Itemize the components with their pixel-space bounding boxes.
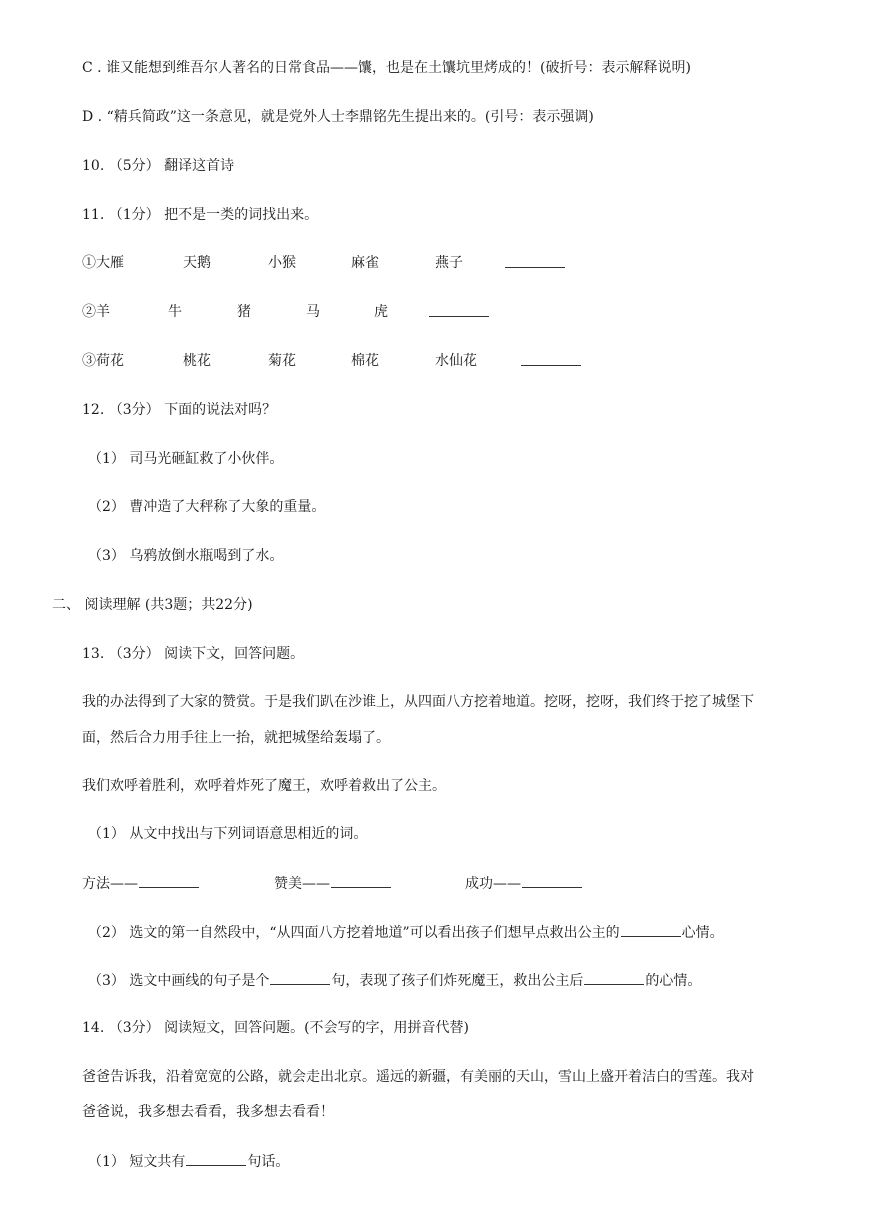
- word: 桃花: [183, 353, 211, 369]
- answer-blank[interactable]: [331, 873, 391, 888]
- answer-blank[interactable]: [270, 970, 330, 985]
- q12-item-1: （1） 司马光砸缸救了小伙伴。: [88, 451, 284, 467]
- q12-item-3: （3） 乌鸦放倒水瓶喝到了水。: [88, 548, 284, 564]
- word: 猪: [237, 304, 251, 320]
- q13-sub-3: （3） 选文中画线的句子是个 句，表现了孩子们炸死魔王，救出公主后 的心情。: [88, 970, 701, 991]
- q13-sub-2: （2） 选文的第一自然段中，“从四面八方挖着地道”可以看出孩子们想早点救出公主的 心情。: [88, 922, 724, 943]
- question-10: 10. （5分） 翻译这首诗: [82, 158, 235, 174]
- word: 菊花: [268, 353, 296, 369]
- answer-blank[interactable]: [520, 351, 582, 372]
- q14-sub-1: （1） 短文共有 句话。: [88, 1151, 289, 1172]
- word-prompt: 成功——: [465, 873, 583, 894]
- question-13: 13. （3分） 阅读下文，回答问题。: [82, 646, 305, 662]
- word: ②羊: [82, 304, 110, 320]
- word: 水仙花: [435, 353, 477, 369]
- word: 棉花: [351, 353, 379, 369]
- word-prompt: 赞美——: [274, 873, 392, 894]
- answer-blank[interactable]: [186, 1151, 246, 1166]
- word: 燕子: [435, 255, 463, 271]
- answer-blank[interactable]: [139, 873, 199, 888]
- question-11: 11. （1分） 把不是一类的词找出来。: [82, 207, 319, 223]
- word: ①大雁: [82, 255, 124, 271]
- answer-blank[interactable]: [428, 302, 490, 323]
- q12-item-2: （2） 曹冲造了大秤称了大象的重量。: [88, 499, 326, 515]
- word-prompt: 方法——: [82, 873, 200, 894]
- answer-blank[interactable]: [522, 873, 582, 888]
- passage-line: 爸爸说，我多想去看看，我多想去看看！: [82, 1104, 334, 1120]
- word: 天鹅: [183, 255, 211, 271]
- passage-line: 我的办法得到了大家的赞赏。于是我们趴在沙谁上，从四面八方挖着地道。挖呀，挖呀，我们终于挖了城堡下: [82, 694, 754, 710]
- question-12: 12. （3分） 下面的说法对吗？: [82, 402, 277, 418]
- passage-line: 我们欢呼着胜利，欢呼着炸死了魔王，欢呼着救出了公主。: [82, 778, 446, 794]
- q9-option-d: D . “精兵简政”这一条意见，就是党外人士李鼎铭先生提出来的。(引号：表示强调): [82, 109, 594, 125]
- answer-blank[interactable]: [584, 970, 644, 985]
- passage-line: 爸爸告诉我，沿着宽宽的公路，就会走出北京。遥远的新疆，有美丽的天山，雪山上盛开着洁白的雪莲。我对: [82, 1069, 754, 1085]
- word: 马: [306, 304, 320, 320]
- answer-blank[interactable]: [504, 253, 566, 274]
- passage-line: 面，然后合力用手往上一抬，就把城堡给轰塌了。: [82, 730, 390, 746]
- word: ③荷花: [82, 353, 124, 369]
- q9-option-c: C . 谁又能想到维吾尔人著名的日常食品——馕，也是在土馕坑里烤成的！(破折号：表示解释说明): [82, 60, 691, 76]
- q13-sub-1: （1） 从文中找出与下列词语意思相近的词。: [88, 826, 368, 842]
- answer-blank[interactable]: [621, 922, 681, 937]
- word: 小猴: [268, 255, 296, 271]
- word: 虎: [374, 304, 388, 320]
- word: 牛: [168, 304, 182, 320]
- section-heading: 二、 阅读理解 (共3题；共22分): [52, 597, 253, 613]
- word: 麻雀: [351, 255, 379, 271]
- question-14: 14. （3分） 阅读短文，回答问题。(不会写的字，用拼音代替): [82, 1020, 469, 1036]
